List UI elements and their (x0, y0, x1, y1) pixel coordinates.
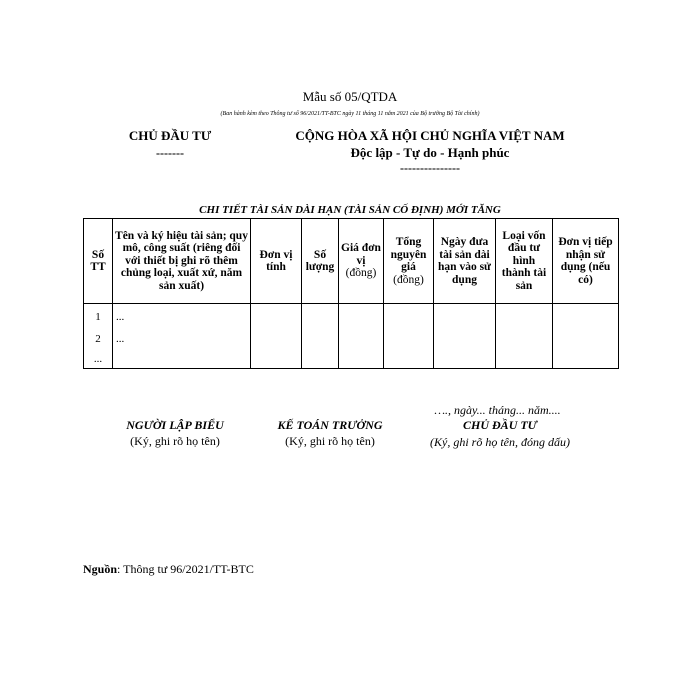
form-number: Mẫu số 05/QTDA (302, 89, 398, 104)
owner-signature-title: CHỦ ĐẦU TƯ (463, 418, 537, 432)
table-row (84, 304, 619, 369)
cell-name (113, 304, 251, 369)
signature-date: …., ngày... tháng... năm.... (434, 403, 561, 417)
table-title: CHI TIẾT TÀI SẢN DÀI HẠN (TÀI SẢN CỐ ĐỊNH) MỚI TĂNG (199, 204, 501, 216)
national-title: CỘNG HÒA XÃ HỘI CHỦ NGHĨA VIỆT NAM (295, 128, 565, 143)
cell-capital-type (496, 304, 553, 369)
column-header-capital-type: Loại vốn đầu tư hình thành tài sản (496, 219, 553, 304)
unit-price-currency: (đồng) (345, 267, 377, 280)
cell-date-in-use (434, 304, 496, 369)
column-header-stt: Số TT (84, 219, 113, 304)
column-header-date-in-use: Ngày đưa tài sản dài hạn vào sử dụng (434, 219, 496, 304)
column-header-total (384, 219, 434, 304)
cell-receiver (553, 304, 619, 369)
asset-table (83, 218, 619, 369)
total-label: Tổng nguyên giá (390, 236, 427, 273)
total-currency: (đồng) (393, 273, 424, 286)
owner-signature-note: (Ký, ghi rõ họ tên, đóng dấu) (430, 435, 570, 449)
decree-note: (Ban hành kèm theo Thông tư số 96/2021/TT-BTC ngày 11 tháng 11 năm 2021 của Bộ trưởng Bộ Tài chính) (220, 111, 480, 117)
row-number: 2 (95, 333, 101, 345)
column-header-quantity: Số lượng (302, 219, 339, 304)
column-header-unit-price (339, 219, 384, 304)
source-text: : Thông tư 96/2021/TT-BTC (117, 562, 254, 576)
cell-total (384, 304, 434, 369)
cell-stt (84, 304, 113, 369)
column-header-unit: Đơn vị tính (251, 219, 302, 304)
owner-heading-divider: ------- (156, 146, 184, 160)
preparer-title: NGƯỜI LẬP BIỂU (126, 418, 224, 432)
source-note (83, 562, 254, 577)
national-motto: Độc lập - Tự do - Hạnh phúc (350, 145, 510, 160)
column-header-receiver: Đơn vị tiếp nhận sử dụng (nếu có) (553, 219, 619, 304)
source-label: Nguồn (83, 562, 118, 576)
cell-unit-price (339, 304, 384, 369)
accountant-title: KẾ TOÁN TRƯỞNG (277, 418, 383, 432)
owner-heading: CHỦ ĐẦU TƯ (128, 128, 212, 143)
accountant-note: (Ký, ghi rõ họ tên) (285, 434, 375, 448)
row-name: ... (116, 333, 125, 345)
row-number: 1 (95, 311, 101, 323)
row-number: ... (93, 353, 103, 365)
table-header-row (84, 219, 619, 304)
cell-quantity (302, 304, 339, 369)
preparer-note: (Ký, ghi rõ họ tên) (130, 434, 220, 448)
column-header-name: Tên và ký hiệu tài sản; quy mô, công suất (riêng đối với thiết bị ghi rõ thêm chủng loại, xuất xứ, năm sản xuất) (113, 219, 251, 304)
motto-divider: --------------- (400, 161, 460, 175)
cell-unit (251, 304, 302, 369)
row-name: ... (116, 311, 125, 323)
unit-price-label: Giá đơn vị (341, 242, 381, 267)
